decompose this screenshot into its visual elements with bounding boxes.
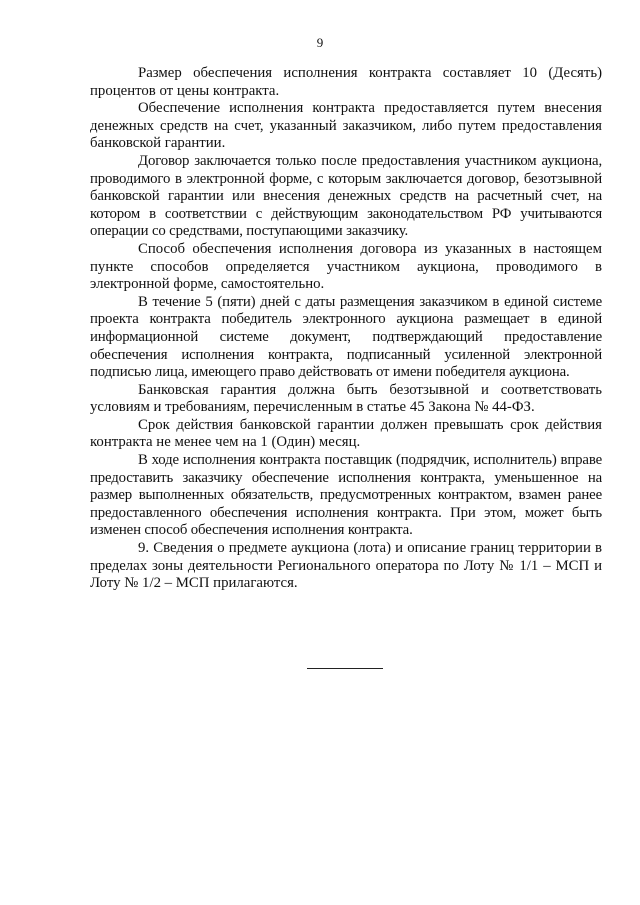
paragraph-method-choice: Способ обеспечения исполнения договора из указанных в настоящем пункте способов определяется участником аукциона, проводимого в электронной форме, самостоятельно. [90,240,602,293]
paragraph-lot-info: 9. Сведения о предмете аукциона (лота) и описание границ территории в пределах зоны деятельности Регионального оператора по Лоту № 1/1 – МСП и Лоту № 1/2 – МСП прилагаются. [90,540,602,592]
paragraph-five-days: В течение 5 (пяти) дней с даты размещения заказчиком в единой системе проекта контракта победитель электронного аукциона размещает в единой информационной системе документ, подтверждающий предоставление обеспечения исполнения контракта, подписанный усиленной электронной подписью лица, имеющего право действовать от имени победителя аукциона. [90,293,602,381]
document-body [90,65,602,593]
paragraph-bank-guarantee: Банковская гарантия должна быть безотзывной и соответствовать условиям и требованиям, перечисленным в статье 45 Закона № 44-ФЗ. [90,381,602,416]
paragraph-contract-conclusion: Договор заключается только после предоставления участником аукциона, проводимого в электронной форме, с которым заключается договор, безотзывной банковской гарантии или внесения денежных средств на расчетный счет, на котором в соответствии с действующим законодательством РФ учитываются операции со средствами, поступающими заказчику. [90,152,602,240]
end-separator-line [307,668,383,669]
paragraph-security-method: Обеспечение исполнения контракта предоставляется путем внесения денежных средств на счет, указанный заказчиком, либо путем предоставления банковской гарантии. [90,100,602,152]
page-number: 9 [316,35,324,50]
paragraph-guarantee-term: Срок действия банковской гарантии должен превышать срок действия контракта не менее чем на 1 (Один) месяц. [90,416,602,451]
paragraph-security-reduction: В ходе исполнения контракта поставщик (подрядчик, исполнитель) вправе предоставить заказчику обеспечение исполнения контракта, уменьшенное на размер выполненных обязательств, предусмотренных контрактом, взамен ранее предоставленного обеспечения исполнения контракта. При этом, может быть изменен способ обеспечения исполнения контракта. [90,452,602,539]
paragraph-security-amount: Размер обеспечения исполнения контракта составляет 10 (Десять) процентов от цены контракта. [90,65,602,99]
